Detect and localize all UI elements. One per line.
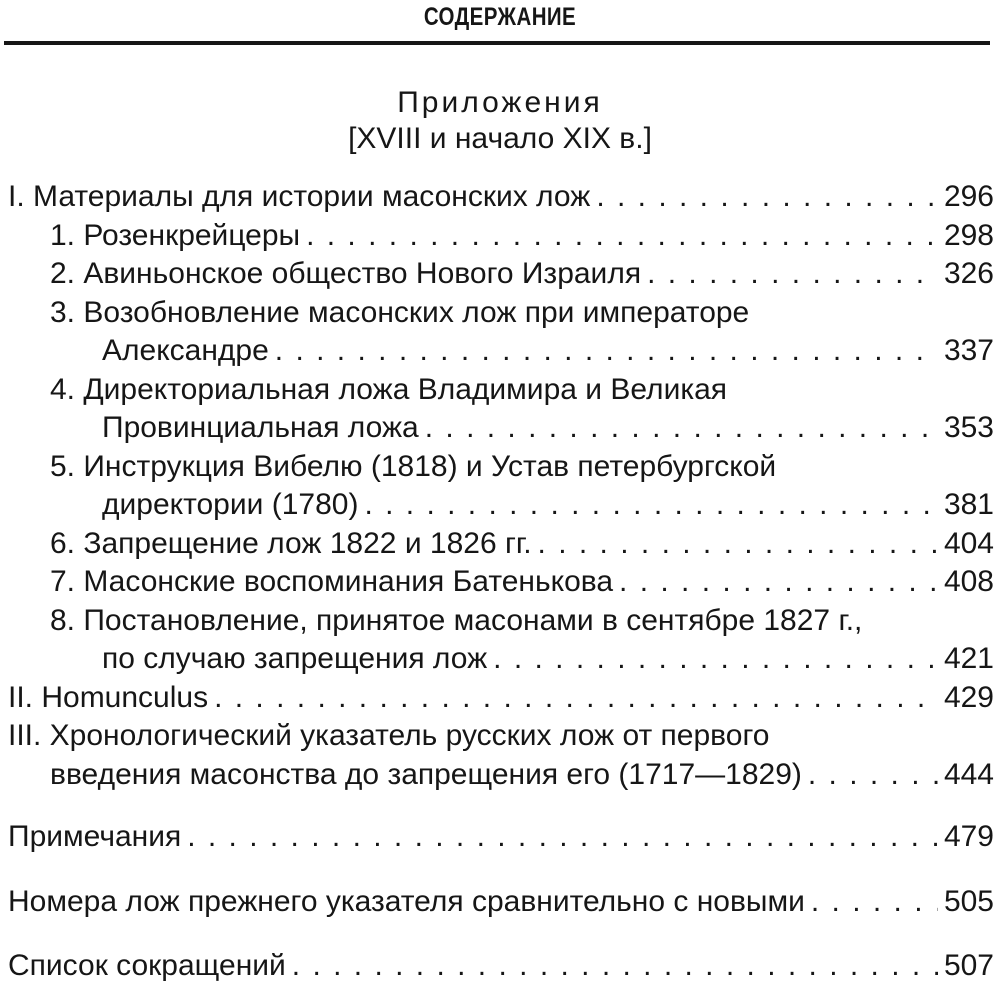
toc-entry[interactable] (8, 602, 994, 679)
toc-entry[interactable] (8, 883, 994, 922)
spacer (8, 794, 994, 818)
leader-dots (619, 563, 938, 602)
spacer (8, 857, 994, 883)
toc-page-number: 296 (943, 180, 994, 213)
leader-dots (647, 255, 938, 294)
toc-entry-text: II. Homunculus (8, 680, 209, 714)
leader-dots (187, 818, 938, 857)
toc-entry-text-continued: Александре (102, 334, 269, 367)
toc-page-number: 421 (943, 642, 994, 675)
leader-dots (306, 217, 938, 256)
toc-entry[interactable] (8, 563, 994, 602)
toc-page-number: 507 (943, 949, 994, 982)
toc-page-number: 326 (943, 257, 994, 290)
leader-dots (364, 486, 938, 525)
leader-dots (811, 883, 938, 922)
toc-entry[interactable] (8, 717, 994, 794)
toc-entry-text: I. Материалы для истории масонских лож (8, 180, 591, 213)
toc-entry-text-continued: Провинциальная ложа (102, 411, 419, 444)
leader-dots (493, 640, 938, 679)
header-rule (4, 41, 990, 45)
section-title: Приложения (397, 86, 603, 119)
toc-entry[interactable] (8, 217, 994, 256)
toc-entry[interactable] (8, 178, 994, 217)
toc-entry-text: 6. Запрещение лож 1822 и 1826 гг. (50, 526, 532, 560)
toc-entry-text: 2. Авиньонское общество Нового Израиля (50, 257, 642, 290)
toc-entry-text: 5. Инструкция Вибелю (1818) и Устав петербургской (50, 449, 777, 483)
toc-entry-text: Примечания (8, 820, 182, 853)
toc-entry-text-continued: директории (1780) (102, 488, 359, 521)
table-of-contents (8, 178, 994, 986)
leader-dots (596, 178, 938, 217)
leader-dots (292, 947, 938, 986)
toc-entry[interactable] (8, 255, 994, 294)
toc-page-number: 298 (943, 218, 994, 252)
toc-entry-text: 1. Розенкрейцеры (50, 218, 301, 252)
toc-page-number: 408 (943, 565, 994, 598)
toc-entry-text-continued: введения масонства до запрещения его (1717—1829) (50, 757, 802, 791)
toc-entry-text: Список сокращений (8, 949, 286, 982)
toc-entry-text: 4. Директориальная ложа Владимира и Великая (50, 372, 728, 406)
toc-page-number: 337 (943, 334, 994, 367)
toc-entry[interactable] (8, 371, 994, 448)
section-subtitle: [XVIII и начало XIX в.] (348, 122, 652, 155)
spacer (8, 921, 994, 947)
toc-entry[interactable] (8, 294, 994, 371)
toc-entry[interactable] (8, 818, 994, 857)
toc-page-number: 381 (943, 488, 994, 521)
toc-entry[interactable] (8, 679, 994, 718)
leader-dots (538, 525, 938, 564)
toc-entry-text: 7. Масонские воспоминания Батенькова (50, 565, 614, 598)
toc-entry-text: III. Хронологический указатель русских лож от первого (8, 719, 770, 752)
leader-dots (275, 332, 938, 371)
toc-entry[interactable] (8, 448, 994, 525)
toc-page-number: 505 (943, 884, 994, 918)
toc-page-number: 444 (943, 757, 994, 791)
toc-entry-text-continued: по случаю запрещения лож (102, 642, 488, 675)
page-header-title: СОДЕРЖАНИЕ (423, 3, 577, 31)
toc-entry-text: Номера лож прежнего указателя сравнительно с новыми (8, 884, 805, 918)
toc-entry-text: 3. Возобновление масонских лож при императоре (50, 295, 750, 329)
leader-dots (808, 756, 938, 795)
toc-entry[interactable] (8, 947, 994, 986)
toc-page-number: 404 (943, 526, 994, 560)
toc-page-number: 353 (943, 411, 994, 444)
toc-entry[interactable] (8, 525, 994, 564)
leader-dots (214, 679, 938, 718)
leader-dots (425, 409, 938, 448)
toc-entry-text: 8. Постановление, принятое масонами в сентябре 1827 г., (50, 603, 863, 637)
toc-page-number: 479 (943, 820, 994, 853)
toc-page-number: 429 (943, 680, 994, 714)
